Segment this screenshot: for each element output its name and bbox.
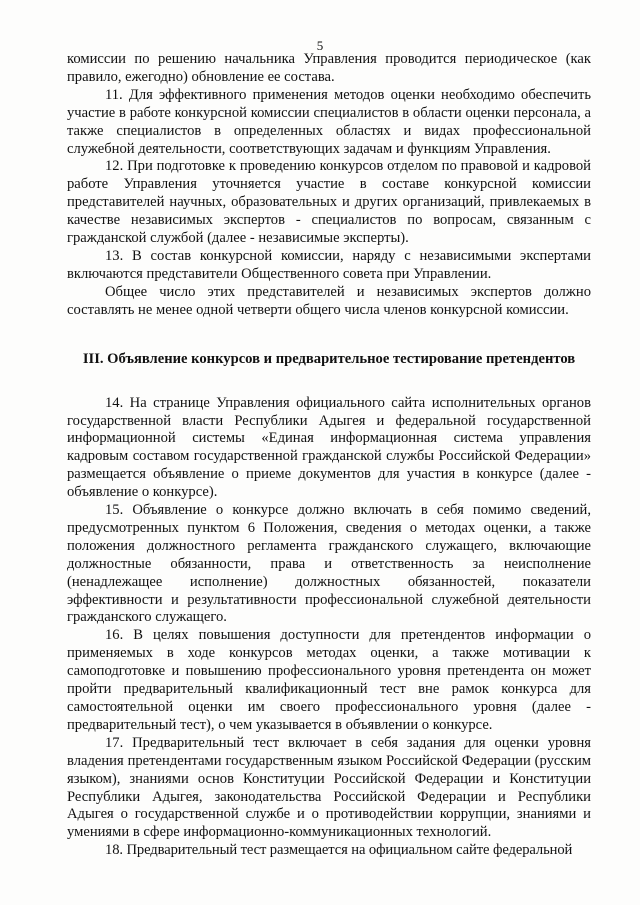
paragraph-12: 12. При подготовке к проведению конкурсов отделом по правовой и кадровой работе Управления уточняется участие в составе конкурсной комиссии представителей научных, образовательных и других организаций, привлекаемых в качестве независимых экспертов - специалистов по вопросам, связанным с гражданской службой (далее - независимые эксперты). — [67, 158, 591, 247]
paragraph-18: 18. Предварительный тест размещается на официальном сайте федеральной — [105, 842, 573, 859]
paragraph-10-continuation: комиссии по решению начальника Управления проводится периодическое (как правило, ежегодно) обновление ее состава. — [67, 51, 591, 85]
paragraph-13: 13. В состав конкурсной комиссии, наряду с независимыми экспертами включаются представители Общественного совета при Управлении. — [67, 247, 591, 282]
paragraph-17: 17. Предварительный тест включает в себя задания для оценки уровня владения претендентами государственным языком Российской Федерации (русским языком), знаниями основ Конституции Российской Федерации и Конституции Республики Адыгея, законодательства Российской Федерации и Республики Адыгея о государственной службе и о противодействии коррупции, знаниями и умениями в сфере информационно-коммуникационных технологий. — [67, 734, 591, 841]
document-body — [67, 51, 591, 860]
paragraph-13-note: Общее число этих представителей и независимых экспертов должно составлять не менее одной четверти общего числа членов конкурсной комиссии. — [67, 283, 591, 318]
page-number: 5 — [316, 38, 324, 53]
paragraph-14: 14. На странице Управления официального сайта исполнительных органов государственной власти Республики Адыгея и федеральной государственной информационной системы «Единая информационная система управления кадровым составом государственной гражданской службы Российской Федерации» размещается объявление о приеме документов для участия в конкурсе (далее - объявление о конкурсе). — [67, 394, 591, 501]
paragraph-15: 15. Объявление о конкурсе должно включать в себя помимо сведений, предусмотренных пунктом 6 Положения, сведения о методах оценки, а также положения должностного регламента гражданского служащего, включающие должностные обязанности, права и ответственность за неисполнение (ненадлежащее исполнение) должностных обязанностей, показатели эффективности и результативности профессиональной служебной деятельности гражданского служащего. — [67, 502, 591, 626]
paragraph-16: 16. В целях повышения доступности для претендентов информации о применяемых в ходе конкурсов методах оценки, а также мотивации к самоподготовке и повышению профессионального уровня претендента он может пройти предварительный квалификационный тест вне рамок конкурса для самостоятельной оценки им своего профессионального уровня (далее - предварительный тест), о чем указывается в объявлении о конкурсе. — [67, 627, 591, 733]
paragraph-11: 11. Для эффективного применения методов оценки необходимо обеспечить участие в работе конкурсной комиссии специалистов в области оценки персонала, а также специалистов в определенных областях и видах профессиональной служебной деятельности, соответствующих задачам и функциям Управления. — [67, 86, 591, 157]
section-heading: III. Объявление конкурсов и предварительное тестирование претендентов — [82, 350, 576, 367]
